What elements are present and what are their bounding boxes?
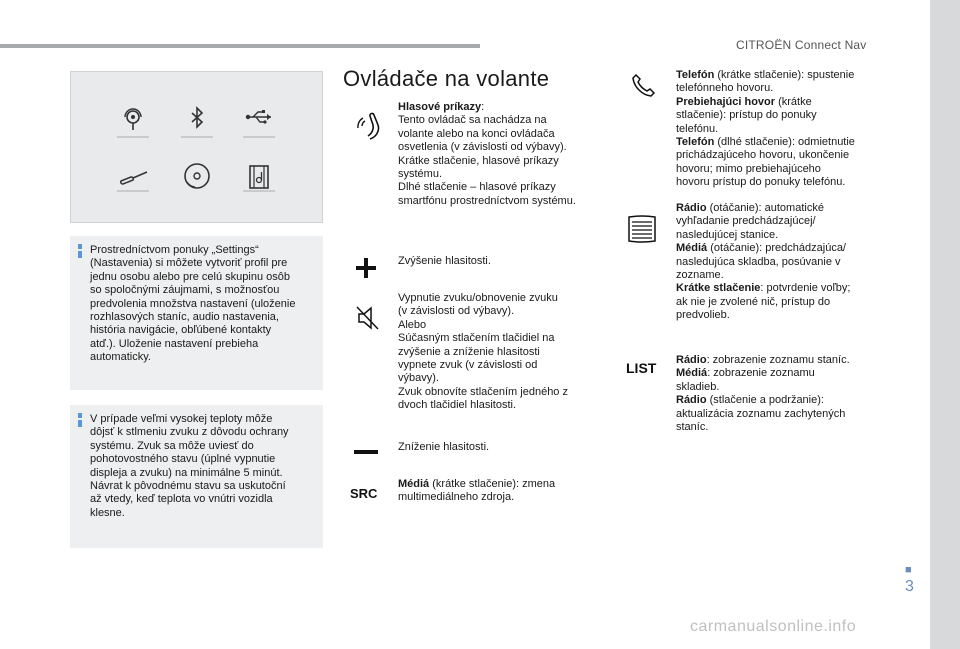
info-line: displeja a zvuku) na minimálne 5 minút.	[90, 466, 283, 479]
plus-icon	[356, 258, 376, 278]
media-file-icon	[239, 158, 279, 198]
text-line: predvolieb.	[676, 309, 730, 322]
info-box-profiles	[70, 236, 323, 390]
term: Rádio	[676, 394, 707, 407]
info-line: história navigácie, obľúbené kontakty	[90, 324, 272, 337]
info-line: jednu osobu alebo pre celú skupinu osôb	[90, 270, 290, 283]
info-line: až vtedy, keď teplota vo vnútri vozidla	[90, 493, 273, 506]
text: (krátke	[775, 95, 812, 108]
info-line: klesne.	[90, 506, 125, 519]
voice-control-icon	[352, 110, 382, 140]
text-line: (v závislosti od výbavy).	[398, 305, 515, 318]
text-line: smartfónu prostredníctvom systému.	[398, 194, 576, 207]
text-line: telefónneho hovoru.	[676, 82, 774, 95]
text-line: zozname.	[676, 269, 724, 282]
info-icon	[78, 244, 82, 258]
text-line: Alebo	[398, 318, 427, 331]
thumbwheel-icon	[626, 214, 658, 244]
text-line: Súčasným stlačením tlačidiel na	[398, 332, 555, 345]
info-line: V prípade veľmi vysokej teploty môže	[90, 413, 273, 425]
info-line: dôjsť k stlmeniu zvuku z dôvodu ochrany	[90, 426, 289, 439]
text-line: systému.	[398, 168, 443, 181]
page-number: 3	[905, 578, 914, 595]
info-line: (Nastavenia) si môžete vytvoriť profil pre	[90, 257, 288, 270]
source-icon-panel	[70, 71, 323, 223]
text-line: Dlhé stlačenie – hlasové príkazy	[398, 181, 556, 194]
page-marker: ■	[905, 564, 912, 576]
text: (otáčanie): automatické	[706, 202, 824, 214]
usb-icon	[239, 100, 279, 140]
list-label: LIST	[626, 360, 657, 376]
info-line: so spoločnými záujmami, s možnosťou	[90, 284, 280, 297]
text-line: prichádzajúceho hovoru, ukončenie	[676, 149, 850, 162]
page-edge-band	[930, 0, 960, 649]
info-line: systému. Zvuk sa môže uviesť do	[90, 439, 254, 452]
text-line: aktualizácia zoznamu zachytených	[676, 407, 846, 420]
term: Telefón	[676, 69, 715, 81]
text-line: telefónu.	[676, 122, 719, 135]
aux-cable-icon	[113, 158, 153, 198]
disc-icon	[177, 158, 217, 198]
text-line: hovoru; mimo prebiehajúceho	[676, 162, 821, 175]
info-line: predvolenia množstva nastavení (uloženie	[90, 297, 296, 310]
term: Prebiehajúci hovor	[676, 95, 776, 108]
info-line: atď.). Uloženie nastavení prebieha	[90, 337, 259, 350]
text-line: Zvuk obnovíte stlačením jedného z	[398, 385, 568, 398]
text: : potvrdenie voľby;	[760, 282, 851, 295]
mute-description	[398, 292, 608, 413]
text-line: nasledujúca skladba, posúvanie v	[676, 255, 841, 268]
text-line: stlačenie): prístup do ponuky	[676, 109, 817, 122]
text-line: vyhľadanie predchádzajúcej/	[676, 215, 816, 228]
text-line: nasledujúcej stanice.	[676, 228, 779, 241]
text-line: dvoch tlačidiel hlasitosti.	[398, 399, 517, 412]
term: Krátke stlačenie	[676, 282, 761, 295]
text: (otáčanie): predchádzajúca/	[707, 242, 846, 255]
term: Rádio	[676, 202, 707, 214]
text-line: vypnete zvuk (v závislosti od	[398, 359, 538, 372]
src-label: SRC	[350, 486, 378, 501]
text: :	[481, 101, 485, 113]
watermark: carmanualsonline.info	[690, 618, 857, 635]
term: Médiá	[676, 242, 708, 255]
info-line: automaticky.	[90, 351, 151, 364]
phone-description	[676, 69, 891, 190]
term: Médiá	[398, 478, 430, 490]
text-line: výbavy).	[398, 372, 439, 385]
term: Rádio	[676, 354, 707, 366]
term: Telefón	[676, 136, 715, 149]
volume-up-description: Zvýšenie hlasitosti.	[398, 255, 491, 267]
text: : zobrazenie zoznamu	[707, 367, 815, 380]
src-description	[398, 478, 608, 505]
mute-icon	[356, 304, 380, 332]
voice-command-icon	[113, 100, 153, 140]
text-line: zvýšenie a zníženie hlasitosti	[398, 345, 540, 358]
volume-down-description: Zníženie hlasitosti.	[398, 441, 490, 453]
text-line: Krátke stlačenie, hlasové príkazy	[398, 154, 559, 167]
text-line: osvetlenia (v závislosti od výbavy).	[398, 141, 567, 154]
text-line: hovoru prístup do ponuky telefónu.	[676, 176, 846, 189]
text: (krátke stlačenie): zmena	[429, 478, 556, 490]
text: (dlhé stlačenie): odmietnutie	[714, 136, 855, 149]
brand-header: CITROËN Connect Nav	[736, 38, 867, 52]
info-line: Prostredníctvom ponuky „Settings“	[90, 244, 259, 256]
info-line: pohotovostného stavu (úplné vypnutie	[90, 453, 276, 466]
info-line: Návrat k pôvodnému stavu sa uskutoční	[90, 480, 286, 493]
text-line: Vypnutie zvuku/obnovenie zvuku	[398, 292, 558, 304]
text-line: skladieb.	[676, 380, 720, 393]
top-rule	[0, 44, 480, 48]
text-line: ak nie je zvolené nič, prístup do	[676, 295, 831, 308]
term: Hlasové príkazy	[398, 101, 482, 113]
minus-icon	[354, 450, 378, 456]
info-box-temperature	[70, 405, 323, 548]
text: : zobrazenie zoznamu staníc.	[706, 354, 850, 366]
list-description	[676, 354, 891, 434]
text: (krátke stlačenie): spustenie	[714, 69, 855, 81]
term: Médiá	[676, 367, 708, 380]
bluetooth-icon	[177, 100, 217, 140]
text: (stlačenie a podržanie):	[706, 394, 824, 407]
text-line: volante alebo na konci ovládača	[398, 127, 555, 140]
phone-icon	[630, 72, 656, 98]
info-icon	[78, 413, 82, 427]
text-line: multimediálneho zdroja.	[398, 491, 515, 504]
thumbwheel-description	[676, 202, 891, 323]
voice-control-description	[398, 101, 608, 208]
section-title: Ovládače na volante	[343, 66, 550, 91]
text-line: staníc.	[676, 421, 709, 434]
text-line: Tento ovládač sa nachádza na	[398, 114, 547, 127]
info-line: rozhlasových staníc, audio nastavenia,	[90, 311, 279, 324]
